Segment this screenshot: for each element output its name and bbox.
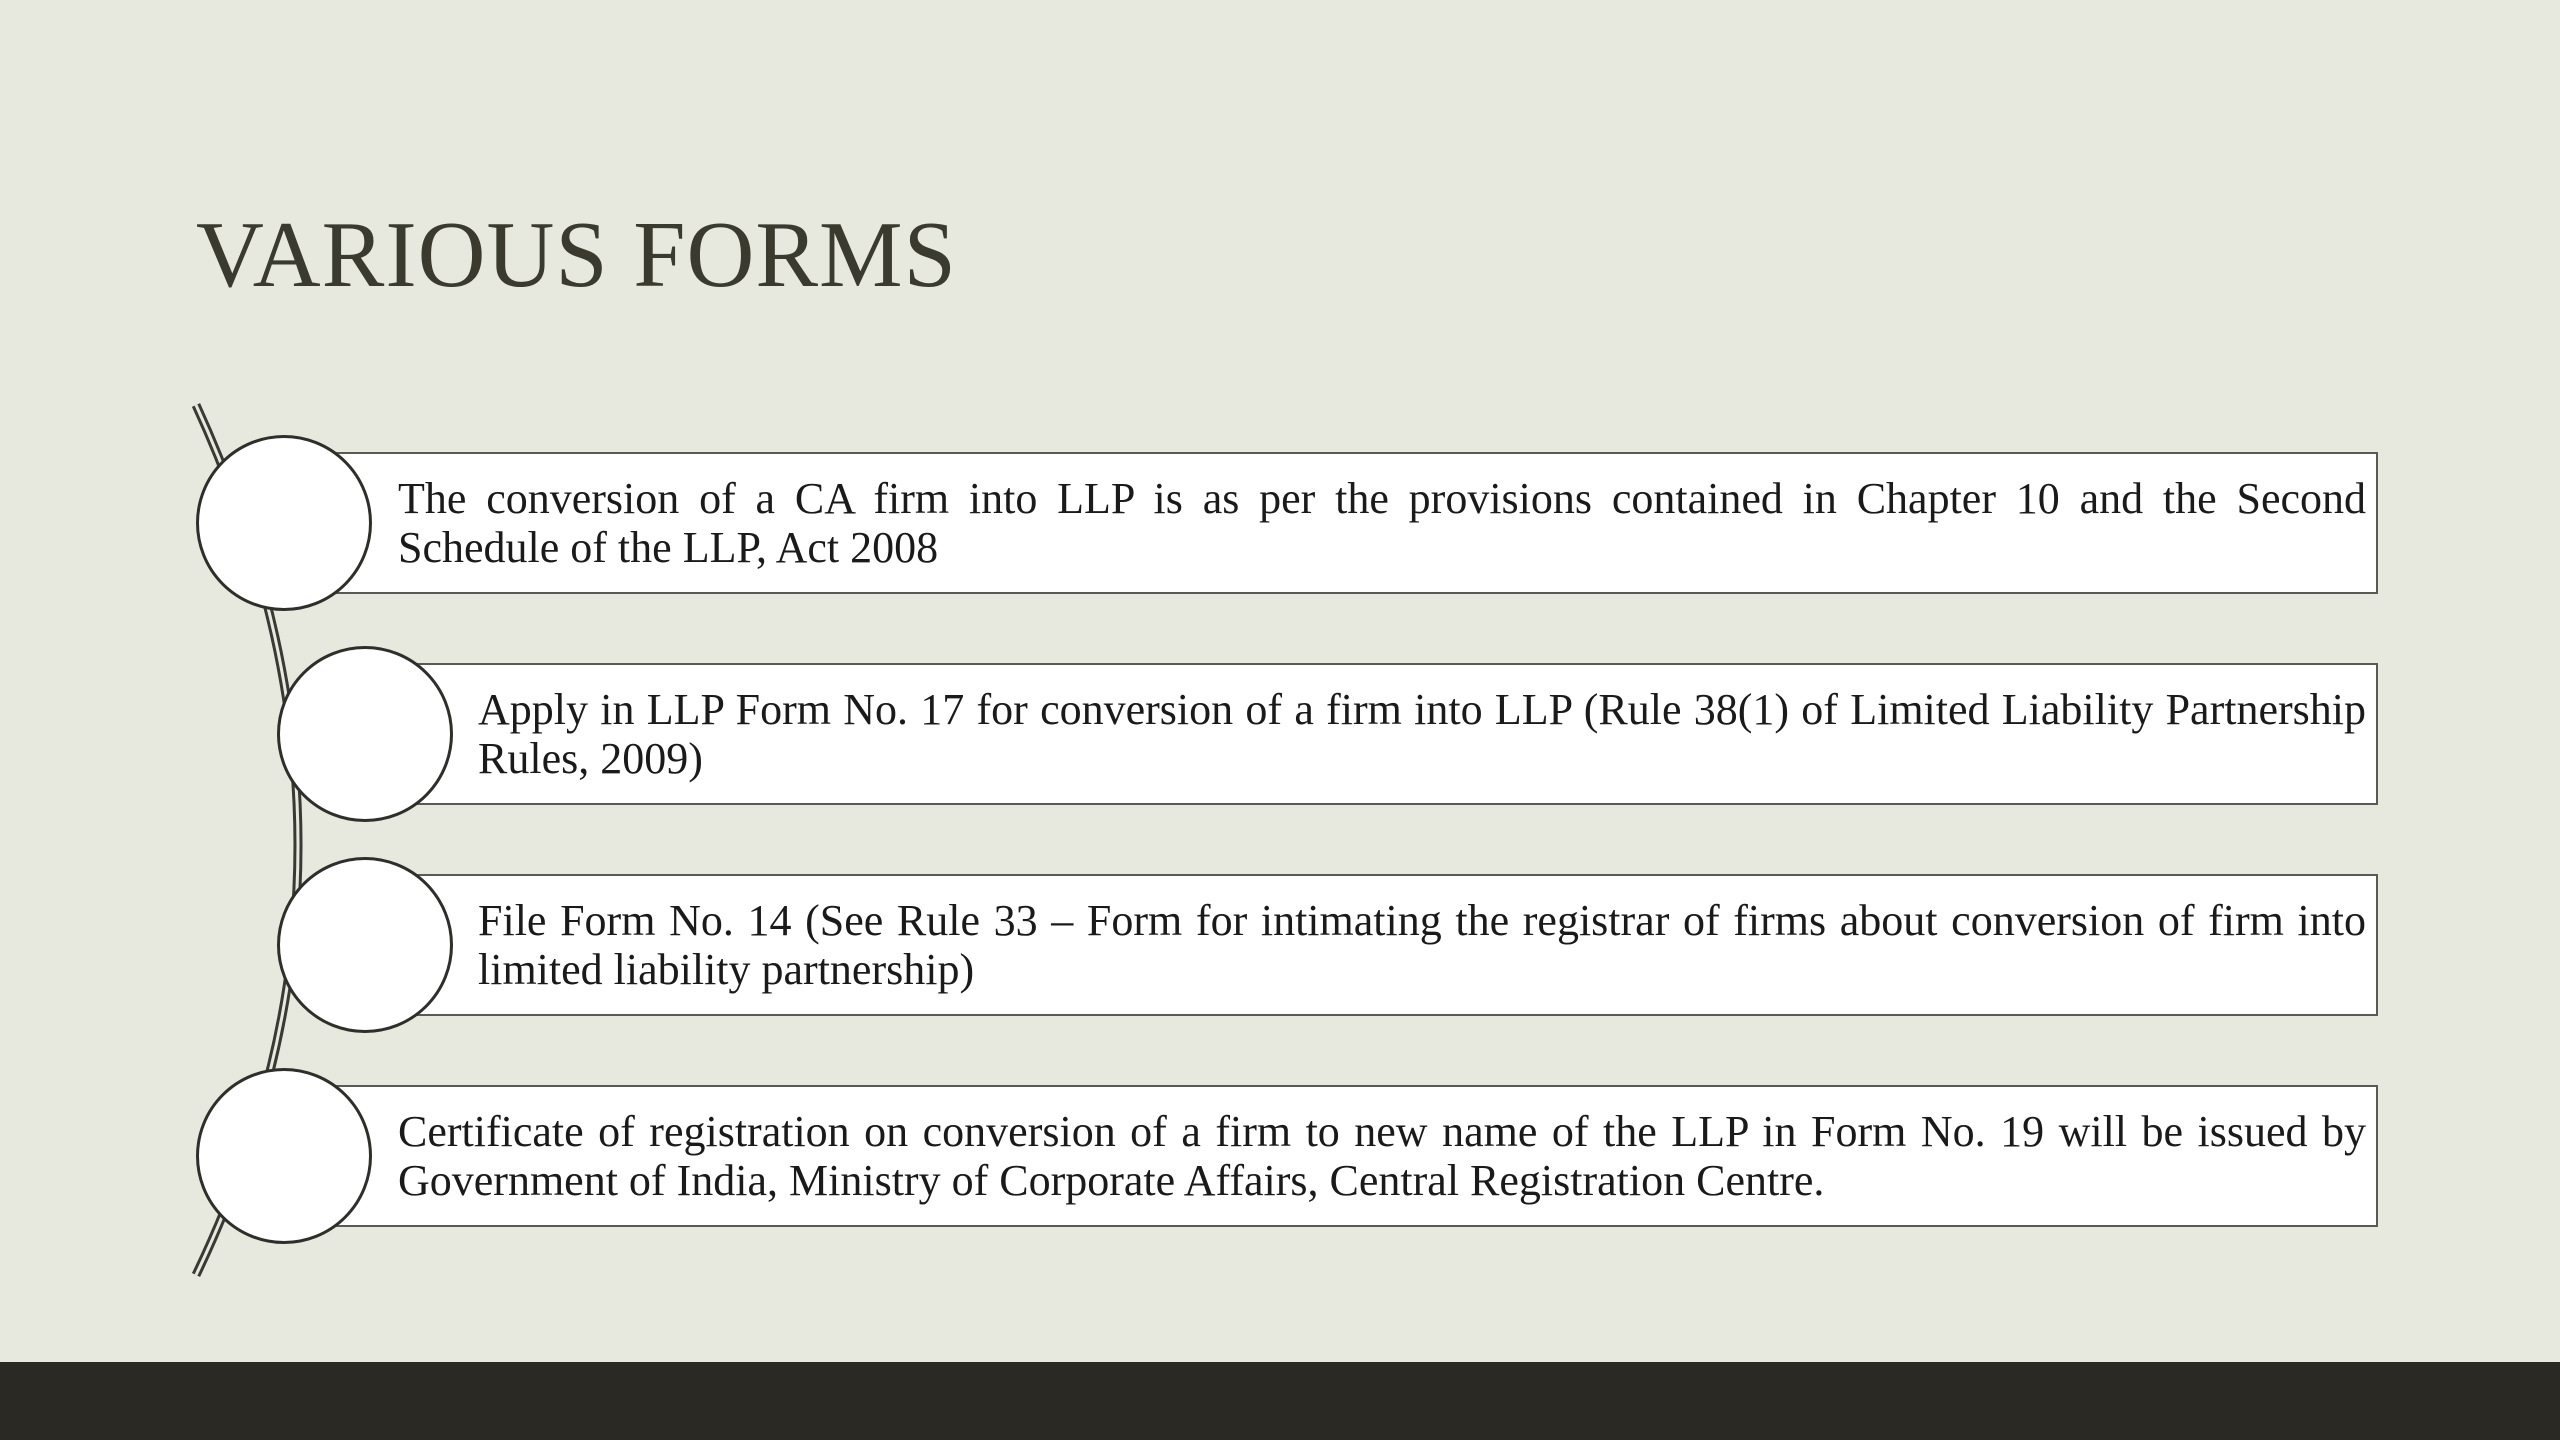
list-item — [330, 452, 2378, 594]
item-marker-circle — [277, 857, 453, 1033]
item-marker-circle — [196, 435, 372, 611]
slide-title: VARIOUS FORMS — [196, 203, 957, 307]
item-text: File Form No. 14 (See Rule 33 – Form for intimating the registrar of firms about conversion of firm into limited liability partnership) — [478, 896, 2366, 994]
item-marker-circle — [196, 1068, 372, 1244]
list-item — [410, 874, 2378, 1016]
item-text: Apply in LLP Form No. 17 for conversion of a firm into LLP (Rule 38(1) of Limited Liability Partnership Rules, 2009) — [478, 685, 2366, 783]
list-item — [410, 663, 2378, 805]
footer-bar — [0, 1362, 2560, 1440]
item-marker-circle — [277, 646, 453, 822]
list-item — [330, 1085, 2378, 1227]
item-text: The conversion of a CA firm into LLP is as per the provisions contained in Chapter 10 and the Second Schedule of the LLP, Act 2008 — [398, 474, 2366, 572]
item-text: Certificate of registration on conversion of a firm to new name of the LLP in Form No. 19 will be issued by Government of India, Ministry of Corporate Affairs, Central Registration Centre. — [398, 1107, 2366, 1205]
